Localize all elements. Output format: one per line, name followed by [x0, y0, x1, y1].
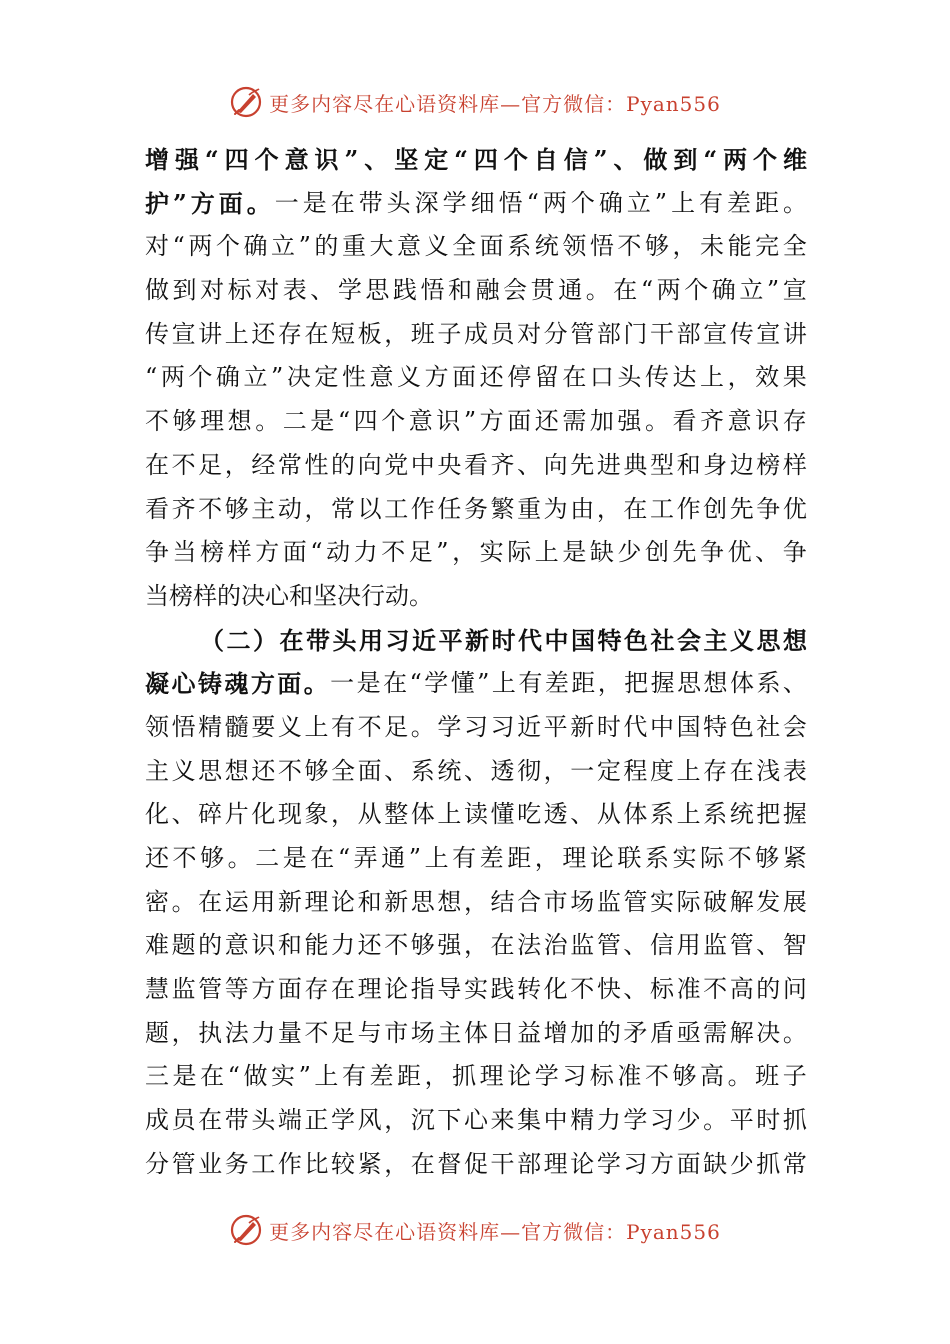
top-watermark-banner [0, 82, 950, 122]
text-line: 凝 心 铸 魂 方 面 。 一 是 在 “ 学 懂 ” 上 有 差 距 ， 把 握 思 想 体 系 、 [145, 669, 807, 699]
text-line: 不 够 理 想 。 二 是 “ 四 个 意 识 ” 方 面 还 需 加 强 。 看 齐 意 识 存 [145, 407, 807, 436]
text-line: 成 员 在 带 头 端 正 学 风 ， 沉 下 心 来 集 中 精 力 学 习 少 。 平 时 抓 [145, 1106, 807, 1135]
text-line: 难 题 的 意 识 和 能 力 还 不 够 强 ， 在 法 治 监 管 、 信 用 监 管 、 智 [145, 931, 807, 960]
text-line: 密 。 在 运 用 新 理 论 和 新 思 想 ， 结 合 市 场 监 管 实 际 破 解 发 展 [145, 887, 807, 916]
text-line: 主 义 思 想 还 不 够 全 面 、 系 统 、 透 彻 ， 一 定 程 度 上 存 在 浅 表 [145, 756, 807, 785]
document-body [145, 138, 807, 1187]
text-line: “ 两 个 确 立 ” 决 定 性 意 义 方 面 还 停 留 在 口 头 传 达 上 ， 效 果 [145, 363, 807, 392]
text-line: 做 到 对 标 对 表 、 学 思 践 悟 和 融 会 贯 通 。 在 “ 两 个 确 立 ” 宣 [145, 276, 807, 305]
text-line: 题 ， 执 法 力 量 不 足 与 市 场 主 体 日 益 增 加 的 矛 盾 亟 需 解 决 。 [145, 1018, 807, 1047]
text-line: 在 不 足 ， 经 常 性 的 向 党 中 央 看 齐 、 向 先 进 典 型 和 身 边 榜 样 [145, 450, 807, 479]
text-line: 当 榜 样 的 决 心 和 坚 决 行 动 。 [145, 581, 433, 610]
text-line: 领 悟 精 髓 要 义 上 有 不 足 。 学 习 习 近 平 新 时 代 中 国 特 色 社 会 [145, 712, 807, 741]
text-line: 慧 监 管 等 方 面 存 在 理 论 指 导 实 践 转 化 不 快 、 标 准 不 高 的 问 [145, 975, 807, 1004]
text-line: 三 是 在 “ 做 实 ” 上 有 差 距 ， 抓 理 论 学 习 标 准 不 够 高 。 班 子 [145, 1062, 807, 1091]
text-line: （ 二 ） 在 带 头 用 习 近 平 新 时 代 中 国 特 色 社 会 主 义 思 想 [200, 625, 807, 655]
quill-pen-logo-icon [229, 1213, 263, 1247]
text-line: 传 宣 讲 上 还 存 在 短 板 ， 班 子 成 员 对 分 管 部 门 干 部 宣 传 宣 讲 [145, 319, 807, 348]
bottom-watermark-banner [0, 1210, 950, 1250]
text-line: 还 不 够 。 二 是 在 “ 弄 通 ” 上 有 差 距 ， 理 论 联 系 实 际 不 够 紧 [145, 844, 807, 872]
quill-pen-logo-icon [229, 85, 263, 119]
text-line: 争 当 榜 样 方 面 “ 动 力 不 足 ” ， 实 际 上 是 缺 少 创 先 争 优 、 争 [145, 538, 807, 567]
text-line: 护 ” 方 面 。 一 是 在 带 头 深 学 细 悟 “ 两 个 确 立 ” 上 有 差 距 。 [145, 188, 807, 218]
text-line: 分 管 业 务 工 作 比 较 紧 ， 在 督 促 干 部 理 论 学 习 方 面 缺 少 抓 常 [145, 1149, 807, 1178]
text-line: 增 强 “ 四 个 意 识 ” 、 坚 定 “ 四 个 自 信 ” 、 做 到 “ 两 个 维 [145, 145, 807, 174]
watermark-text: 更多内容尽在心语资料库—官方微信：Pyan556 [269, 91, 721, 116]
text-line: 对 “ 两 个 确 立 ” 的 重 大 意 义 全 面 系 统 领 悟 不 够 ， 未 能 完 全 [145, 232, 807, 261]
text-line: 化 、 碎 片 化 现 象 ， 从 整 体 上 读 懂 吃 透 、 从 体 系 上 系 统 把 握 [145, 800, 807, 829]
text-line: 看 齐 不 够 主 动 ， 常 以 工 作 任 务 繁 重 为 由 ， 在 工 作 创 先 争 优 [145, 494, 807, 523]
watermark-text: 更多内容尽在心语资料库—官方微信：Pyan556 [269, 1219, 721, 1244]
